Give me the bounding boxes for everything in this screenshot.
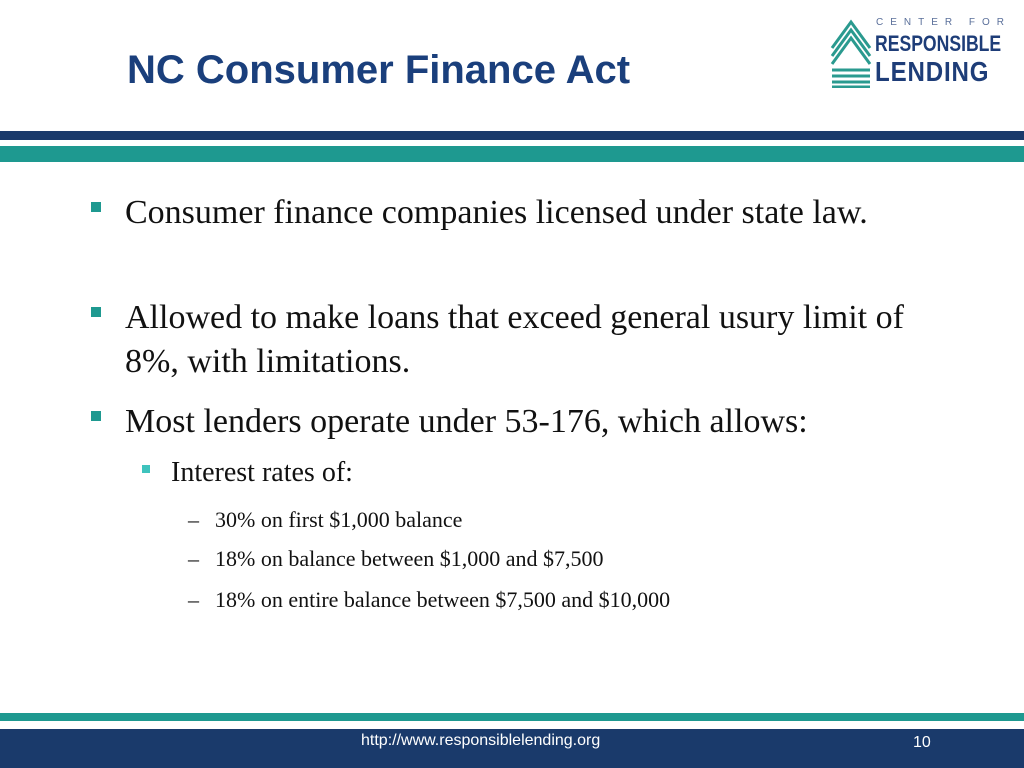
bullet-marker bbox=[91, 202, 101, 212]
sub-bullet-marker bbox=[142, 465, 150, 473]
bullet-marker bbox=[91, 307, 101, 317]
dash-marker: – bbox=[188, 507, 199, 532]
house-logo-icon bbox=[830, 18, 872, 88]
dash-marker: – bbox=[188, 546, 199, 571]
footer-rule-teal bbox=[0, 713, 1024, 721]
bullet-item: Allowed to make loans that exceed general usury limit of 8%, with limitations. bbox=[125, 299, 904, 380]
slide-title: NC Consumer Finance Act bbox=[127, 48, 631, 92]
bullet-item: Most lenders operate under 53-176, which allows: bbox=[125, 403, 808, 440]
sub-bullet-item: Interest rates of: bbox=[171, 457, 353, 488]
header-rule-navy bbox=[0, 131, 1024, 140]
sub-sub-bullet-item: 30% on first $1,000 balance bbox=[215, 507, 463, 532]
center-for-responsible-lending-logo bbox=[828, 14, 1011, 90]
logo-line-lending: LENDING bbox=[875, 56, 990, 87]
sub-sub-bullet-item: 18% on entire balance between $7,500 and $10,000 bbox=[215, 587, 671, 612]
dash-marker: – bbox=[188, 587, 199, 612]
logo-tagline: CENTER FOR bbox=[876, 17, 1011, 28]
page-number: 10 bbox=[913, 734, 931, 751]
footer-url-link[interactable]: http://www.responsiblelending.org bbox=[361, 732, 601, 749]
bullet-marker bbox=[91, 411, 101, 421]
logo-line-responsible: RESPONSIBLE bbox=[875, 31, 1002, 56]
header-rule-teal bbox=[0, 146, 1024, 162]
bullet-item: Consumer finance companies licensed under state law. bbox=[125, 194, 868, 231]
sub-sub-bullet-item: 18% on balance between $1,000 and $7,500 bbox=[215, 546, 604, 571]
